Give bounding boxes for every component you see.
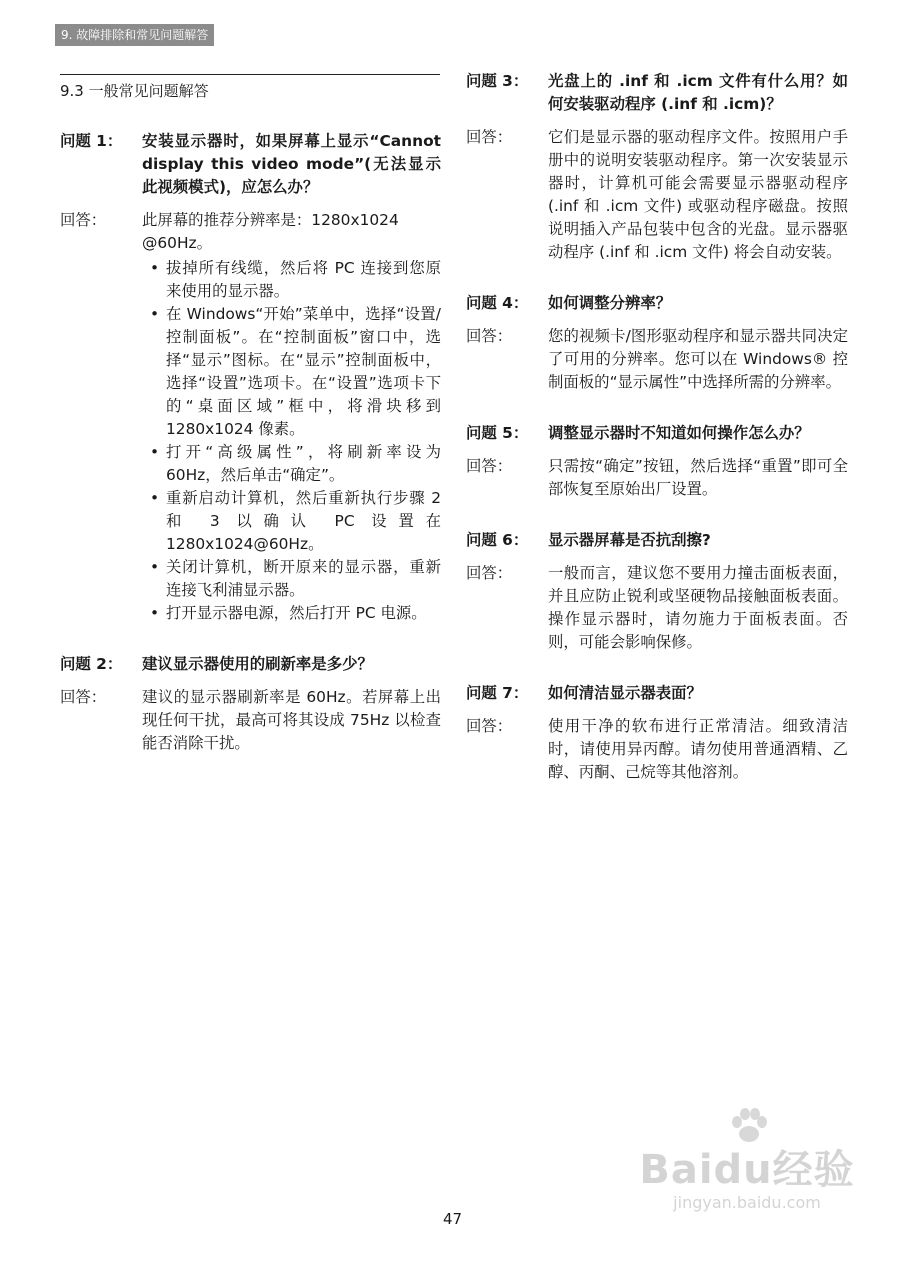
question-label: 问题 4： <box>466 294 529 312</box>
question-6 <box>466 529 848 552</box>
question-text: 调整显示器时不知道如何操作怎么办？ <box>548 424 810 442</box>
chapter-header: 9. 故障排除和常见问题解答 <box>55 24 214 46</box>
list-item: • 打开“高级属性”，将刷新率设为 60Hz，然后单击“确定”。 <box>156 441 441 487</box>
answer-5 <box>466 455 848 501</box>
watermark-brand: Baidu经验 <box>639 1147 855 1193</box>
answer-text: 只需按“确定”按钮，然后选择“重置”即可全部恢复至原始出厂设置。 <box>548 457 848 498</box>
question-5 <box>466 422 848 445</box>
question-text: 如何清洁显示器表面？ <box>548 684 702 702</box>
answer-4 <box>466 325 848 394</box>
question-4 <box>466 292 848 315</box>
left-column <box>60 130 441 783</box>
question-7 <box>466 682 848 705</box>
baidu-watermark <box>637 1138 857 1212</box>
list-item: • 打开显示器电源，然后打开 PC 电源。 <box>156 602 441 625</box>
answer-label: 回答： <box>466 457 513 475</box>
answer-text: 您的视频卡/图形驱动程序和显示器共同决定了可用的分辨率。您可以在 Windows® 控制面板的“显示属性”中选择所需的分辨率。 <box>548 327 848 391</box>
answer-label: 回答： <box>466 717 513 735</box>
bullet-list <box>142 257 441 625</box>
answer-text: 建议的显示器刷新率是 60Hz。若屏幕上出现任何干扰，最高可将其设成 75Hz 以检查能否消除干扰。 <box>142 688 441 752</box>
answer-3 <box>466 126 848 264</box>
paw-icon <box>729 1108 769 1144</box>
list-item: • 在 Windows“开始”菜单中，选择“设置/控制面板”。在“控制面板”窗口中，选择“显示”图标。在“显示”控制面板中，选择“设置”选项卡。在“设置”选项卡下的“桌面区域”框中，将滑块移到 1280x1024 像素。 <box>156 303 441 441</box>
list-item: • 重新启动计算机，然后重新执行步骤 2 和 3 以确认 PC 设置在 1280x1024@60Hz。 <box>156 487 441 556</box>
question-3 <box>466 70 848 116</box>
question-2 <box>60 653 441 676</box>
answer-1 <box>60 209 441 625</box>
watermark-url: jingyan.baidu.com <box>673 1193 821 1212</box>
list-item: • 关闭计算机，断开原来的显示器，重新连接飞利浦显示器。 <box>156 556 441 602</box>
question-text: 光盘上的 .inf 和 .icm 文件有什么用？如何安装驱动程序 (.inf 和 .icm)？ <box>548 72 848 113</box>
answer-label: 回答： <box>60 688 107 706</box>
question-label: 问题 6： <box>466 531 529 549</box>
question-text: 建议显示器使用的刷新率是多少？ <box>142 655 373 673</box>
answer-2 <box>60 686 441 755</box>
page-number: 47 <box>442 1210 463 1228</box>
question-label: 问题 2： <box>60 655 123 673</box>
answer-text: 一般而言，建议您不要用力撞击面板表面，并且应防止锐利或坚硬物品接触面板表面。操作显示器时，请勿施力于面板表面。否则，可能会影响保修。 <box>548 564 848 651</box>
question-1 <box>60 130 441 199</box>
answer-intro: 此屏幕的推荐分辨率是：1280x1024 @60Hz。 <box>142 211 399 252</box>
answer-label: 回答： <box>466 564 513 582</box>
question-label: 问题 1： <box>60 132 123 150</box>
answer-6 <box>466 562 848 654</box>
section-title: 9.3 一般常见问题解答 <box>60 74 440 101</box>
list-item: • 拔掉所有线缆，然后将 PC 连接到您原来使用的显示器。 <box>156 257 441 303</box>
question-label: 问题 7： <box>466 684 529 702</box>
question-text: 安装显示器时，如果屏幕上显示“Cannot display this video mode”(无法显示此视频模式)，应怎么办？ <box>142 132 441 196</box>
question-label: 问题 5： <box>466 424 529 442</box>
right-column <box>466 70 848 812</box>
question-text: 显示器屏幕是否抗刮擦? <box>548 531 711 549</box>
answer-text: 它们是显示器的驱动程序文件。按照用户手册中的说明安装驱动程序。第一次安装显示器时，计算机可能会需要显示器驱动程序 (.inf 和 .icm 文件) 或驱动程序磁盘。按照说明插入产品包装中包含的光盘。显示器驱动程序 (.inf 和 .icm 文件) 将会自动安装。 <box>548 128 848 261</box>
answer-7 <box>466 715 848 784</box>
question-text: 如何调整分辨率？ <box>548 294 672 312</box>
answer-label: 回答： <box>60 211 107 229</box>
answer-label: 回答： <box>466 128 513 146</box>
answer-text: 使用干净的软布进行正常清洁。细致清洁时，请使用异丙醇。请勿使用普通酒精、乙醇、丙酮、己烷等其他溶剂。 <box>548 717 848 781</box>
question-label: 问题 3： <box>466 72 529 90</box>
answer-label: 回答： <box>466 327 513 345</box>
